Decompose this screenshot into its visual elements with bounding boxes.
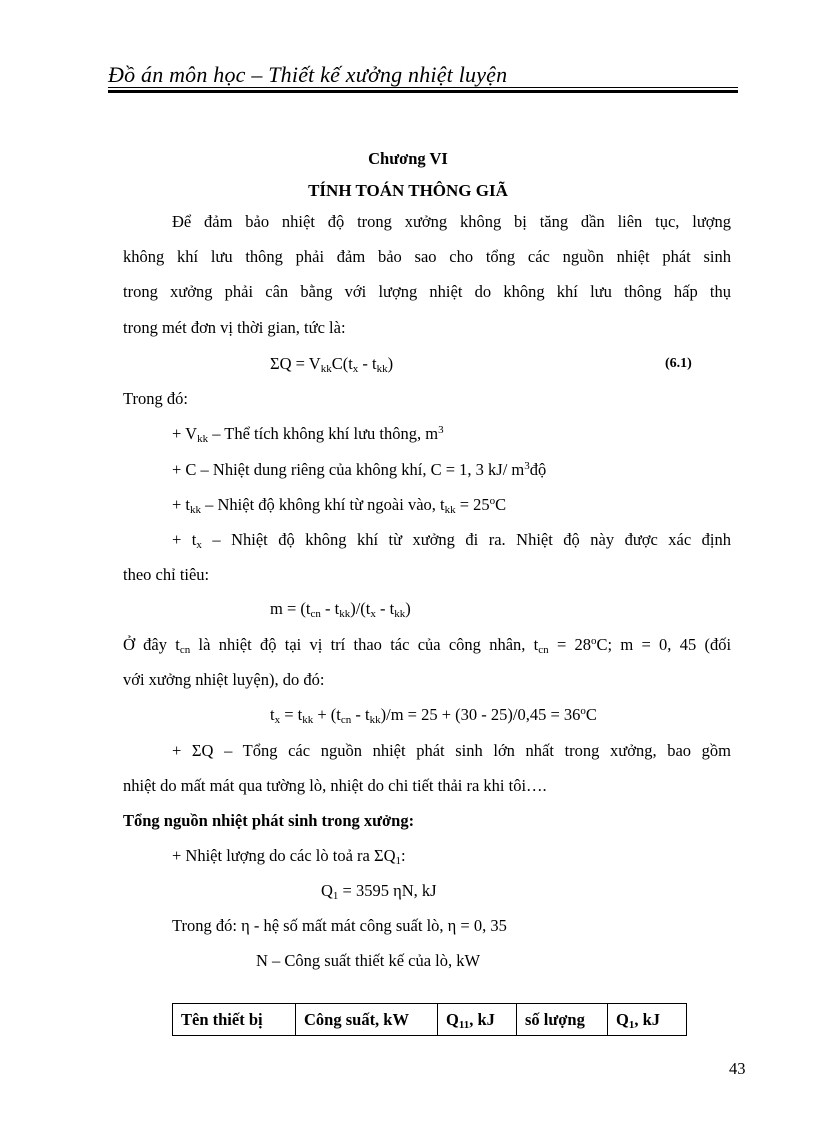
col-header-power: Công suất, kW bbox=[296, 1004, 438, 1036]
m-formula: $m = (t_{cn} - t_{kk})/(t_x - t_{kk})$ bbox=[270, 599, 411, 620]
where-eta: Trong đó: η - hệ số mất mát công suất lò, η = 0, 35 bbox=[172, 916, 507, 935]
furnace-line: + Nhiệt lượng do các lò toả ra $\Sigma Q_1$: bbox=[172, 846, 406, 867]
col-header-device: Tên thiết bị bbox=[173, 1004, 296, 1036]
equation-number: (6.1) bbox=[665, 356, 692, 371]
q1-unit: , kJ bbox=[634, 1009, 661, 1029]
q11-label: Q bbox=[446, 1009, 459, 1029]
intro-line-2: không khí lưu thông phải đảm bảo sao cho tổng các nguồn nhiệt phát sinh bbox=[123, 247, 731, 266]
here-line-1: Ở đây $t_{cn}$ là nhiệt độ tại vị trí thao tác của công nhân, $t_{cn} = 28^oC$; m = 0, 45 (đối bbox=[123, 635, 732, 656]
here-c: = 28 bbox=[556, 635, 592, 654]
q11-unit: , kJ bbox=[469, 1009, 495, 1029]
col-header-q1: $Q_1$, kJ bbox=[608, 1004, 687, 1036]
def-tkk-value: = 25 bbox=[459, 495, 490, 514]
def-c-text: + C – Nhiệt dung riêng của không khí, C = 1, 3 kJ/ m bbox=[172, 460, 525, 479]
q1-label: Q bbox=[616, 1009, 629, 1029]
here-b: là nhiệt độ tại vị trí thao tác của công nhân, t bbox=[198, 635, 539, 654]
tx-equation: $t_x = t_{kk} + (t_{cn} - t_{kk})/m = 25 + (30 - 25)/0,45 = 36^oC$ bbox=[270, 705, 597, 726]
tx-eq-tail: = 25 + (30 - 25)/0,45 = 36 bbox=[407, 705, 581, 724]
header-rule-thick bbox=[108, 90, 738, 93]
equation-6-1: $\Sigma Q = V_{kk}C(t_x - t_{kk})$ bbox=[270, 354, 394, 375]
page-number: 43 bbox=[729, 1059, 746, 1078]
sumq-text: – Tổng các nguồn nhiệt phát sinh lớn nhất trong xưởng, bao gồm bbox=[224, 741, 731, 760]
def-vkk-text: – Thể tích không khí lưu thông, m bbox=[212, 424, 439, 443]
here-line-2: với xưởng nhiệt luyện), do đó: bbox=[123, 670, 325, 689]
def-tx-line-2: theo chỉ tiêu: bbox=[123, 565, 210, 584]
intro-line-1: Để đảm bảo nhiệt độ trong xưởng không bị tăng dần liên tục, lượng bbox=[172, 212, 731, 231]
col-header-quantity: số lượng bbox=[517, 1004, 608, 1036]
def-tx-text: – Nhiệt độ không khí từ xưởng đi ra. Nhiệt độ này được xác định bbox=[212, 530, 732, 549]
def-tkk-text: – Nhiệt độ không khí từ ngoài vào, t bbox=[205, 495, 445, 514]
sumq-line-1: + ΣQ – Tổng các nguồn nhiệt phát sinh lớn nhất trong xưởng, bao gồm bbox=[172, 741, 731, 760]
def-tx-line-1: + $t_x$ – Nhiệt độ không khí từ xưởng đi ra. Nhiệt độ này được xác định bbox=[172, 530, 732, 551]
furnace-formula-text: = 3595 ηN, kJ bbox=[342, 881, 437, 900]
sumq-line-2: nhiệt do mất mát qua tường lò, nhiệt do chi tiết thải ra khi tôi…. bbox=[123, 776, 547, 795]
furnace-text: + Nhiệt lượng do các lò toả ra ΣQ bbox=[172, 846, 396, 865]
furnace-formula: $Q_1 = 3595$ ηN, kJ bbox=[321, 881, 437, 902]
def-vkk: + $V_{kk}$ – Thể tích không khí lưu thông, $m^3$ bbox=[172, 424, 444, 445]
def-c-unit: độ bbox=[529, 460, 547, 479]
chapter-title: TÍNH TOÁN THÔNG GIÃ bbox=[308, 181, 508, 200]
running-header: Đồ án môn học – Thiết kế xưởng nhiệt luyện bbox=[108, 62, 508, 87]
def-c: + C – Nhiệt dung riêng của không khí, C = 1, 3 kJ/ $m^3độ$ bbox=[172, 460, 547, 479]
furnace-table bbox=[172, 1003, 687, 1036]
col-header-q11: $Q_{11}$, kJ bbox=[438, 1004, 517, 1036]
header-rule-thin bbox=[108, 87, 738, 88]
here-a: Ở đây t bbox=[123, 635, 180, 654]
section-heading: Tổng nguồn nhiệt phát sinh trong xưởng: bbox=[123, 811, 415, 830]
where-label: Trong đó: bbox=[123, 389, 188, 408]
intro-line-3: trong xưởng phải cân bằng với lượng nhiệt do không khí lưu thông hấp thụ bbox=[123, 282, 731, 301]
n-def: N – Công suất thiết kế của lò, kW bbox=[256, 951, 481, 970]
here-d: C; m = 0, 45 (đối bbox=[596, 635, 732, 654]
intro-line-4: trong mét đơn vị thời gian, tức là: bbox=[123, 318, 346, 337]
chapter-number: Chương VI bbox=[368, 149, 448, 168]
table-header-row bbox=[173, 1004, 687, 1036]
def-tkk: + $t_{kk}$ – Nhiệt độ không khí từ ngoài vào, $t_{kk} = 25^oC$ bbox=[172, 495, 507, 516]
